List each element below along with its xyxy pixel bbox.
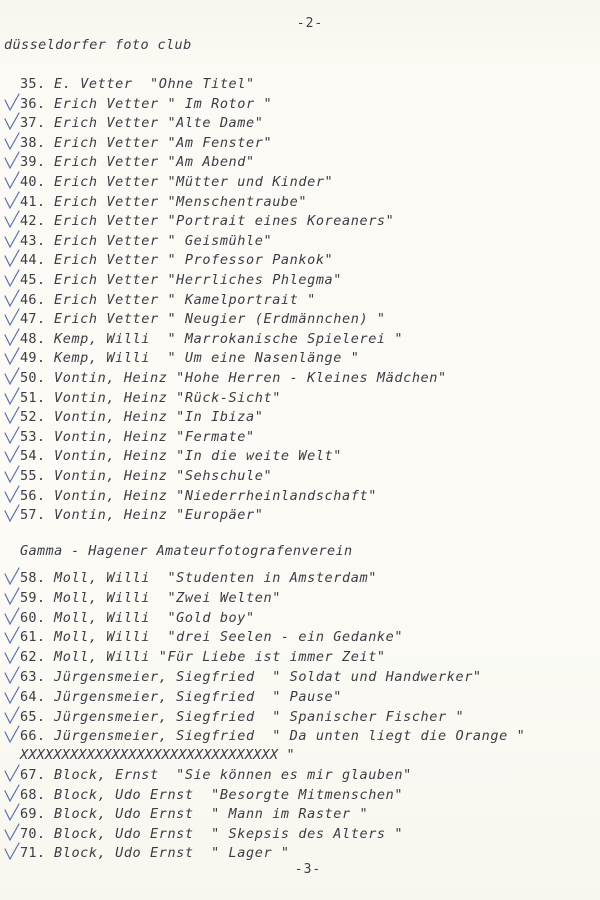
entry-number: 45. — [20, 272, 46, 288]
list-item — [0, 115, 600, 134]
entry-number: 39. — [20, 154, 46, 171]
entry-number: 62. — [20, 649, 46, 666]
entry-text: Erich Vetter " Professor Pankok" — [54, 252, 334, 269]
entry-number: 52. — [20, 409, 46, 426]
list-item — [0, 649, 600, 668]
list-item — [0, 331, 600, 350]
checkmark-icon — [2, 171, 22, 191]
entry-text: Moll, Willi "Gold boy" — [54, 609, 255, 626]
list-item — [0, 350, 600, 369]
list-item — [0, 272, 600, 291]
list-item — [0, 806, 600, 825]
checkmark-icon — [2, 445, 22, 465]
struck-out-line: XXXXXXXXXXXXXXXXXXXXXXXXXXXXXXX " — [20, 747, 295, 763]
list-item — [0, 488, 600, 507]
entry-text: Jürgensmeier, Siegfried " Spanischer Fischer " — [54, 708, 465, 725]
entry-text: Erich Vetter "Portrait eines Koreaners" — [54, 213, 395, 230]
checkmark-icon — [2, 289, 22, 309]
checkmark-icon — [2, 387, 22, 407]
entry-number: 58. — [20, 570, 46, 586]
checkmark-icon — [2, 666, 22, 686]
entry-number: 53. — [20, 428, 46, 445]
list-item — [0, 370, 600, 389]
checkmark-icon — [2, 151, 22, 171]
entry-text: E. Vetter "Ohne Titel" — [54, 76, 255, 92]
entry-text: Jürgensmeier, Siegfried " Da unten liegt die Orange " — [54, 728, 526, 745]
entry-number: 36. — [20, 95, 46, 112]
list-item — [0, 787, 600, 806]
entry-text: Moll, Willi "Studenten in Amsterdam" — [54, 570, 377, 586]
entry-number: 35. — [20, 76, 46, 92]
checkmark-icon — [2, 230, 22, 250]
entry-text: Block, Udo Ernst " Skepsis des Alters " — [54, 825, 404, 842]
entry-text: Erich Vetter " Geismühle" — [54, 232, 273, 249]
entry-number: 47. — [20, 311, 46, 328]
checkmark-icon — [2, 308, 22, 328]
checkmark-icon — [2, 646, 22, 666]
list-item — [0, 689, 600, 708]
list-item — [0, 409, 600, 428]
list-item — [0, 390, 600, 409]
entry-text: Vontin, Heinz "Rück-Sicht" — [54, 389, 281, 406]
list-item — [0, 669, 600, 688]
entry-text: Vontin, Heinz "Niederrheinlandschaft" — [54, 487, 377, 504]
entry-number: 54. — [20, 448, 46, 465]
list-item — [0, 154, 600, 173]
entry-number: 71. — [20, 845, 46, 862]
list-item — [0, 174, 600, 193]
entry-text: Vontin, Heinz "In Ibiza" — [54, 409, 264, 426]
list-item — [0, 252, 600, 271]
entry-text: Block, Udo Ernst " Mann im Raster " — [54, 806, 369, 823]
checkmark-icon — [2, 132, 22, 152]
entry-text: Erich Vetter "Herrliches Phlegma" — [54, 272, 343, 288]
checkmark-icon — [2, 112, 22, 132]
entry-number: 59. — [20, 589, 46, 606]
list-item — [0, 448, 600, 467]
entry-number: 56. — [20, 487, 46, 504]
entry-text: Vontin, Heinz "Hohe Herren - Kleines Mädchen" — [54, 370, 447, 386]
entry-number: 48. — [20, 330, 46, 347]
entry-number: 49. — [20, 350, 46, 367]
checkmark-icon — [2, 686, 22, 706]
list-item — [0, 610, 600, 629]
checkmark-icon — [2, 347, 22, 367]
entry-text: Erich Vetter " Im Rotor " — [54, 95, 273, 112]
club-heading-duesseldorf: düsseldorfer foto club — [4, 37, 192, 53]
entry-text: Block, Ernst "Sie können es mir glauben" — [54, 767, 412, 783]
checkmark-icon — [2, 504, 22, 524]
entry-text: Vontin, Heinz "Fermate" — [54, 428, 255, 445]
checkmark-icon — [2, 587, 22, 607]
entry-text: Erich Vetter " Neugier (Erdmännchen) " — [54, 311, 386, 328]
checkmark-icon — [2, 626, 22, 646]
entry-number: 69. — [20, 806, 46, 823]
list-item — [0, 429, 600, 448]
entry-text: Moll, Willi "Für Liebe ist immer Zeit" — [54, 649, 386, 666]
entry-text: Moll, Willi "Zwei Welten" — [54, 589, 281, 606]
checkmark-icon — [2, 823, 22, 843]
list-item — [0, 233, 600, 252]
list-item — [0, 76, 600, 95]
entry-number: 64. — [20, 688, 46, 705]
entry-number: 65. — [20, 708, 46, 725]
entry-number: 50. — [20, 370, 46, 386]
checkmark-icon — [2, 803, 22, 823]
checkmark-icon — [2, 842, 22, 862]
entry-text: Jürgensmeier, Siegfried " Pause" — [54, 688, 343, 705]
entry-text: Vontin, Heinz "Europäer" — [54, 507, 264, 524]
entry-text: Erich Vetter "Mütter und Kinder" — [54, 174, 334, 190]
checkmark-icon — [2, 191, 22, 211]
checkmark-icon — [2, 249, 22, 269]
list-item — [0, 590, 600, 609]
list-item — [0, 767, 600, 786]
checkmark-icon — [2, 764, 22, 784]
checkmark-icon — [2, 406, 22, 426]
checkmark-icon — [2, 367, 22, 387]
entry-number: 41. — [20, 193, 46, 210]
entry-text: Vontin, Heinz "Sehschule" — [54, 468, 273, 484]
list-item — [0, 194, 600, 213]
entry-number: 38. — [20, 134, 46, 151]
entry-number: 60. — [20, 609, 46, 626]
checkmark-icon — [2, 725, 22, 745]
list-item — [0, 728, 600, 747]
club-heading-gamma: Gamma - Hagener Amateurfotografenverein — [20, 543, 353, 559]
entry-number: 51. — [20, 389, 46, 406]
checkmark-icon — [2, 485, 22, 505]
entry-text: Moll, Willi "drei Seelen - ein Gedanke" — [54, 629, 404, 646]
entry-number: 37. — [20, 115, 46, 132]
entry-number: 42. — [20, 213, 46, 230]
list-item — [0, 292, 600, 311]
entry-text: Vontin, Heinz "In die weite Welt" — [54, 448, 343, 465]
list-item — [0, 311, 600, 330]
list-item — [0, 629, 600, 648]
list-item — [0, 826, 600, 845]
entry-number: 68. — [20, 786, 46, 803]
checkmark-icon — [2, 706, 22, 726]
entry-number: 70. — [20, 825, 46, 842]
entry-number: 40. — [20, 174, 46, 190]
checkmark-icon — [2, 269, 22, 289]
entry-text: Erich Vetter " Kamelportrait " — [54, 291, 316, 308]
entry-text: Erich Vetter "Alte Dame" — [54, 115, 264, 132]
entry-text: Erich Vetter "Am Fenster" — [54, 134, 273, 151]
checkmark-icon — [2, 465, 22, 485]
entry-number: 46. — [20, 291, 46, 308]
entry-number: 67. — [20, 767, 46, 783]
checkmark-icon — [2, 567, 22, 587]
entry-number: 57. — [20, 507, 46, 524]
checkmark-icon — [2, 784, 22, 804]
checkmark-icon — [2, 607, 22, 627]
entry-number: 44. — [20, 252, 46, 269]
entry-number: 43. — [20, 232, 46, 249]
entry-number: 55. — [20, 468, 46, 484]
checkmark-icon — [2, 328, 22, 348]
entry-text: Block, Udo Ernst " Lager " — [54, 845, 290, 862]
checkmark-icon — [2, 426, 22, 446]
list-item — [0, 96, 600, 115]
entry-number: 63. — [20, 669, 46, 685]
list-item — [0, 507, 600, 526]
entry-number: 66. — [20, 728, 46, 745]
list-item — [0, 213, 600, 232]
list-item — [0, 135, 600, 154]
entry-text: Kemp, Willi " Um eine Nasenlänge " — [54, 350, 360, 367]
entry-number: 61. — [20, 629, 46, 646]
list-item — [0, 468, 600, 487]
page-number-top: -2- — [296, 16, 324, 31]
checkmark-icon — [2, 210, 22, 230]
entry-text: Jürgensmeier, Siegfried " Soldat und Handwerker" — [54, 669, 482, 685]
entry-text: Kemp, Willi " Marrokanische Spielerei " — [54, 330, 404, 347]
entry-text: Erich Vetter "Menschentraube" — [54, 193, 308, 210]
page-number-bottom: -3- — [294, 862, 322, 877]
entry-text: Erich Vetter "Am Abend" — [54, 154, 255, 171]
list-item — [0, 709, 600, 728]
entry-text: Block, Udo Ernst "Besorgte Mitmenschen" — [54, 786, 404, 803]
checkmark-icon — [2, 93, 22, 113]
list-item — [0, 570, 600, 589]
